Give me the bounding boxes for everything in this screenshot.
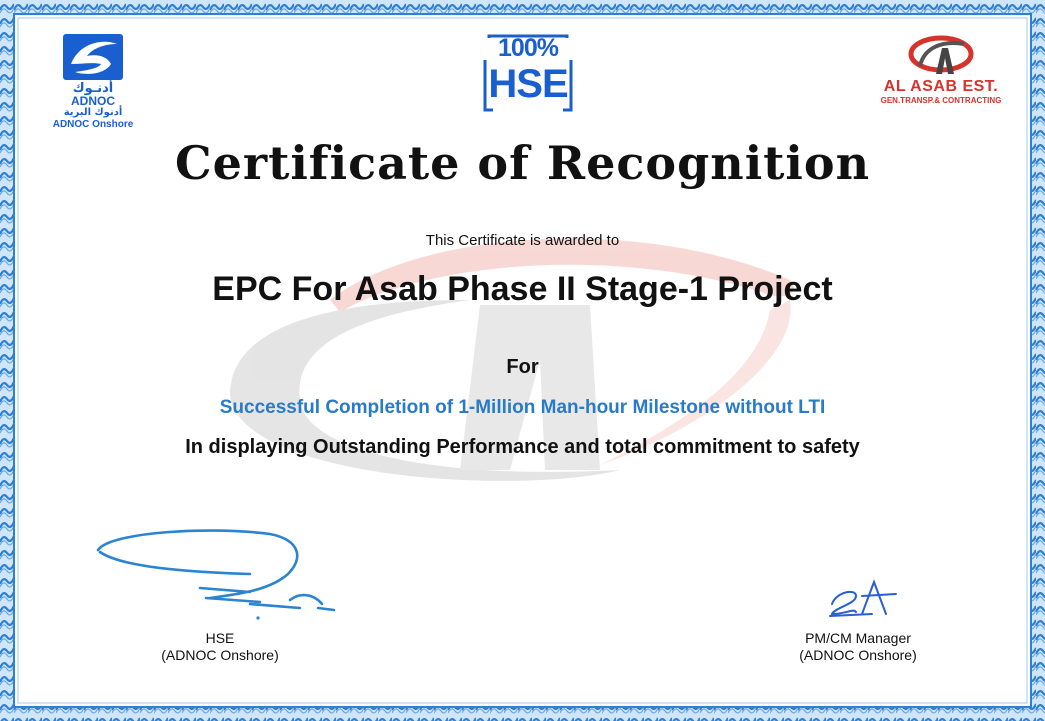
adnoc-arabic-name: أدنـوك xyxy=(72,81,114,96)
signatory-manager-organization: (ADNOC Onshore) xyxy=(799,647,917,663)
for-text: For xyxy=(506,356,539,378)
hse-signature xyxy=(90,522,340,622)
manager-signature xyxy=(826,574,906,620)
adnoc-logo xyxy=(38,34,148,131)
signatory-hse-role: HSE xyxy=(205,630,235,646)
adnoc-name: ADNOC xyxy=(71,94,115,108)
adnoc-arabic-subtitle: أدنوك البرية xyxy=(63,107,123,118)
signatory-hse xyxy=(120,630,320,664)
certificate-title: Certificate of Recognition xyxy=(174,136,871,190)
hse-word: HSE xyxy=(488,62,568,106)
al-asab-emblem-icon xyxy=(906,34,976,76)
signatory-hse-organization: (ADNOC Onshore) xyxy=(161,647,279,663)
commitment-text: In displaying Outstanding Performance and total commitment to safety xyxy=(185,436,860,458)
hse-percent: 100% xyxy=(498,34,558,62)
awarded-to-text: This Certificate is awarded to xyxy=(425,232,620,249)
falcon-icon xyxy=(61,34,125,80)
al-asab-subtitle: GEN.TRANSP.& CONTRACTING xyxy=(880,96,1002,105)
recipient-name: EPC For Asab Phase II Stage-1 Project xyxy=(212,270,833,308)
al-asab-logo xyxy=(876,34,1006,106)
adnoc-subtitle: ADNOC Onshore xyxy=(52,119,134,130)
hse-logo xyxy=(483,34,573,112)
al-asab-name: AL ASAB EST. xyxy=(883,78,999,95)
achievement-text: Successful Completion of 1-Million Man-hour Milestone without LTI xyxy=(219,397,826,418)
signatory-manager xyxy=(758,630,958,664)
signatory-manager-role: PM/CM Manager xyxy=(805,630,911,646)
